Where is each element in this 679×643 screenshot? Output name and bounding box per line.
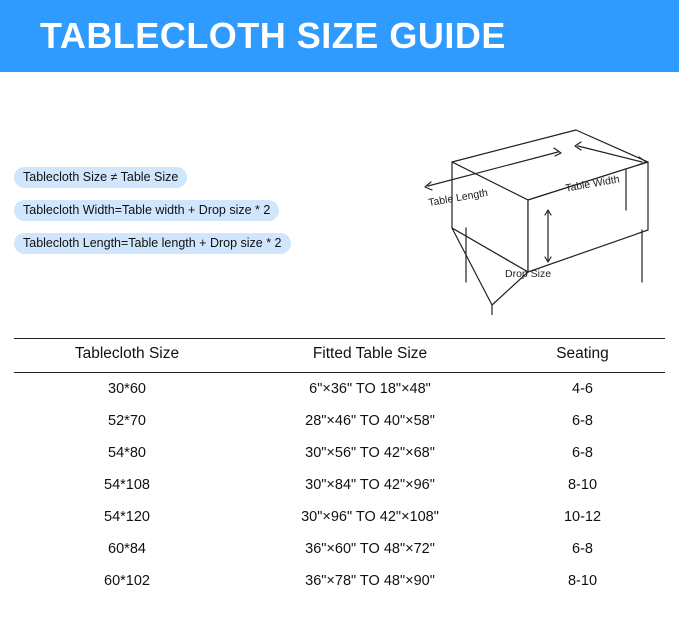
size-table-head — [14, 339, 665, 373]
cell-seating: 8-10 — [567, 477, 598, 493]
table-diagram — [380, 100, 670, 315]
cell-fitted-table-size: 36"×78" TO 48"×90" — [305, 573, 435, 589]
note-pill-length-formula: Tablecloth Length=Table length + Drop size * 2 — [14, 233, 291, 254]
cell-fitted-table-size: 6"×36" TO 18"×48" — [309, 381, 431, 397]
table-row — [14, 469, 665, 501]
column-header-tablecloth-size: Tablecloth Size — [74, 345, 180, 362]
table-row — [14, 437, 665, 469]
table-row — [14, 405, 665, 437]
size-table — [14, 338, 665, 597]
cell-tablecloth-size: 52*70 — [108, 413, 146, 429]
cell-seating: 6-8 — [572, 541, 593, 557]
info-section — [0, 72, 679, 322]
cell-tablecloth-size: 54*80 — [108, 445, 146, 461]
cell-tablecloth-size: 54*120 — [104, 509, 150, 525]
cell-fitted-table-size: 36"×60" TO 48"×72" — [305, 541, 435, 557]
label-drop-size: Drop Size — [505, 268, 552, 280]
cell-fitted-table-size: 28"×46" TO 40"×58" — [305, 413, 435, 429]
table-row — [14, 533, 665, 565]
label-table-width: Table Width — [564, 173, 621, 195]
cell-fitted-table-size: 30"×96" TO 42"×108" — [301, 509, 439, 525]
size-table-body — [14, 373, 665, 598]
label-table-length: Table Length — [427, 186, 489, 210]
column-header-seating: Seating — [556, 345, 609, 362]
cell-tablecloth-size: 30*60 — [108, 381, 146, 397]
cell-tablecloth-size: 60*102 — [104, 573, 150, 589]
cell-tablecloth-size: 60*84 — [108, 541, 146, 557]
table-row — [14, 373, 665, 406]
cell-fitted-table-size: 30"×84" TO 42"×96" — [305, 477, 435, 493]
cell-seating: 8-10 — [567, 573, 598, 589]
cell-seating: 10-12 — [563, 509, 602, 525]
cell-seating: 6-8 — [572, 413, 593, 429]
size-table-wrapper — [14, 338, 665, 597]
page-title: TABLECLOTH SIZE GUIDE — [40, 15, 506, 56]
table-row — [14, 501, 665, 533]
cell-fitted-table-size: 30"×56" TO 42"×68" — [305, 445, 435, 461]
page-header-banner — [0, 0, 679, 72]
table-header-row — [14, 339, 665, 373]
cell-seating: 4-6 — [572, 381, 593, 397]
note-pill-width-formula: Tablecloth Width=Table width + Drop size * 2 — [14, 200, 279, 221]
cell-seating: 6-8 — [572, 445, 593, 461]
column-header-fitted-table-size: Fitted Table Size — [312, 345, 428, 362]
note-pill-size-not-equal: Tablecloth Size ≠ Table Size — [14, 167, 187, 188]
table-row — [14, 565, 665, 597]
cell-tablecloth-size: 54*108 — [104, 477, 150, 493]
table-diagram-svg — [380, 100, 670, 315]
